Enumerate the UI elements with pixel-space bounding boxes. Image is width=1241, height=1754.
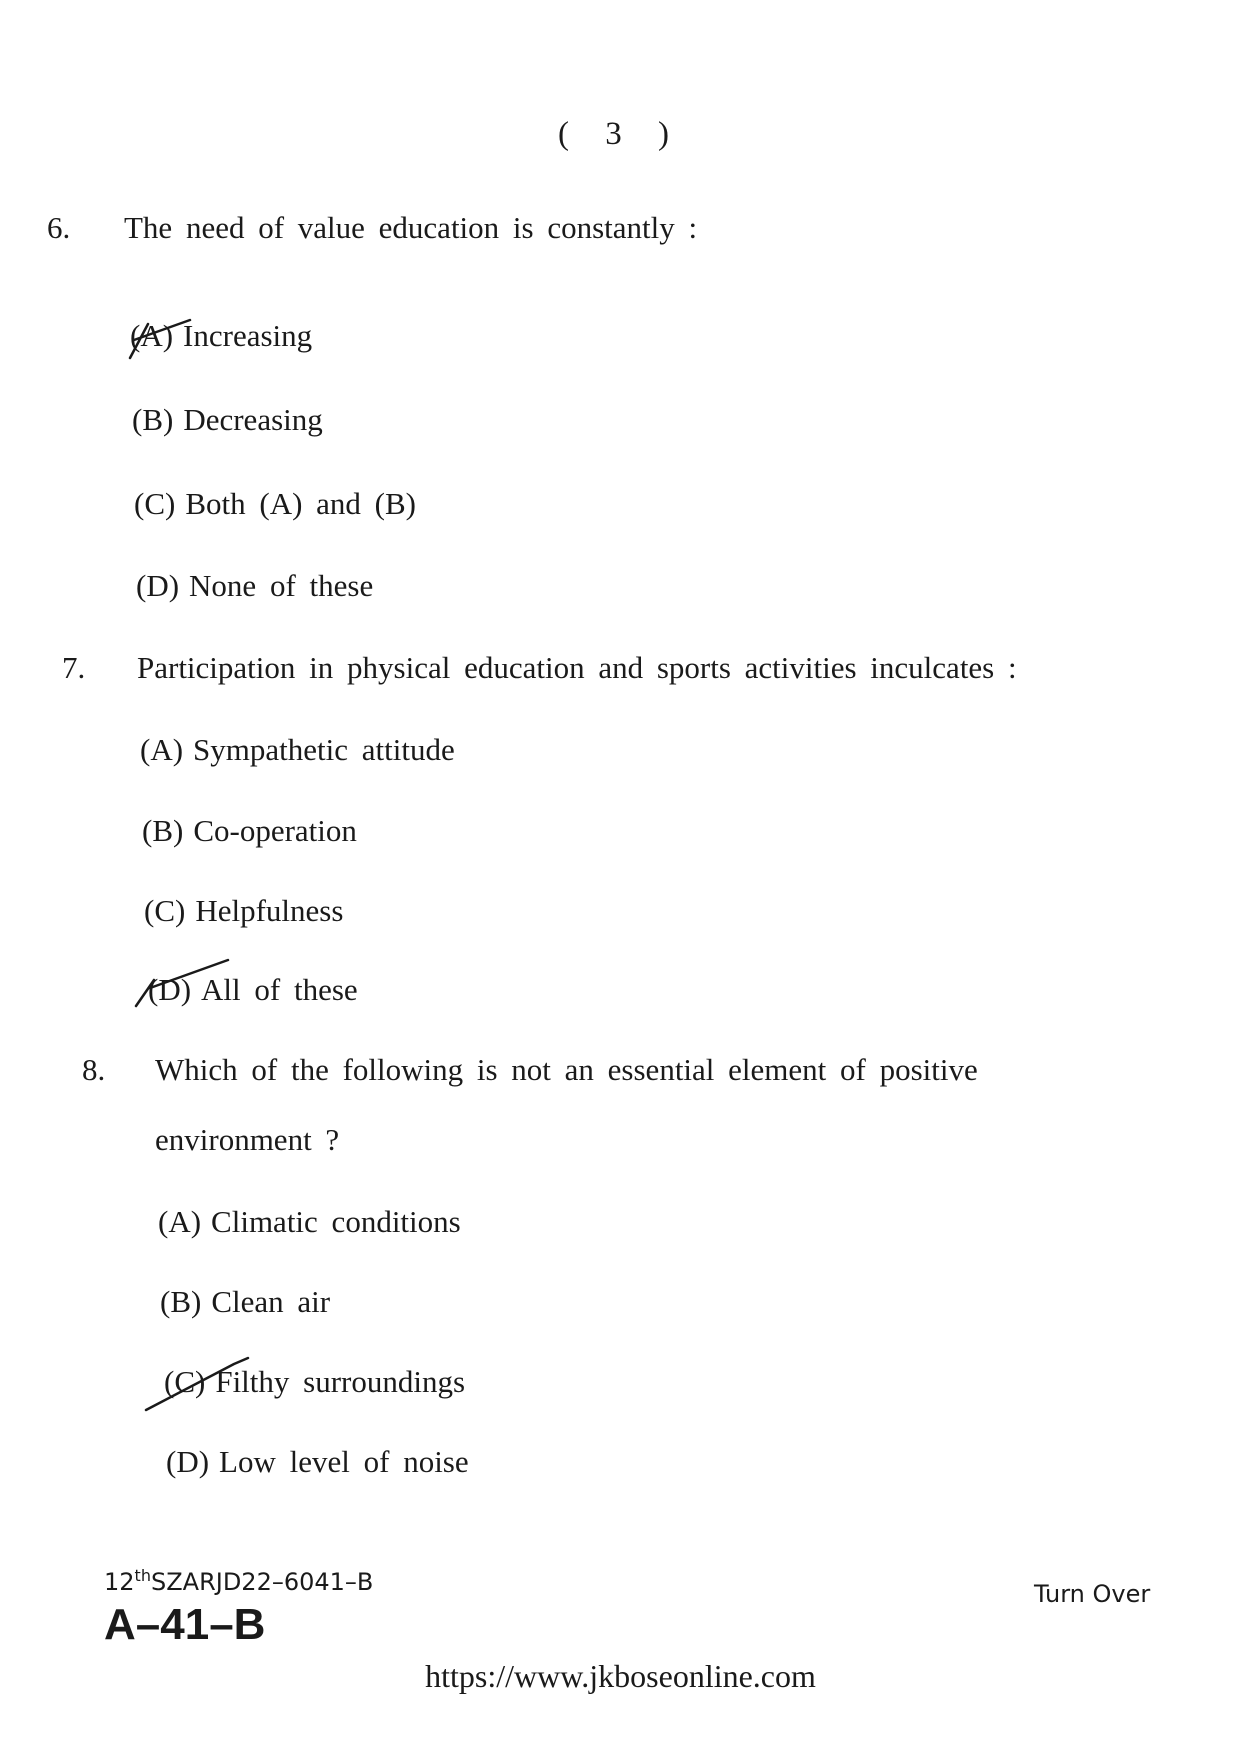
question-6-option-c (134, 486, 416, 522)
question-6-option-d (136, 568, 373, 604)
exam-code (104, 1566, 373, 1596)
question-7-option-b (142, 813, 357, 849)
option-text: Co-operation (193, 813, 357, 848)
option-label: (D) (136, 568, 180, 603)
option-text: Both (A) and (B) (185, 486, 416, 521)
option-text: Filthy surroundings (215, 1364, 466, 1399)
option-label: (C) (134, 486, 176, 521)
option-text: Low level of noise (219, 1444, 469, 1479)
option-label: (B) (142, 813, 184, 848)
exam-code-sup: th (134, 1566, 151, 1585)
question-8-option-b (160, 1284, 330, 1320)
option-label: (D) (148, 972, 192, 1007)
website-url: https://www.jkboseonline.com (425, 1658, 816, 1694)
option-label: (A) (158, 1204, 202, 1239)
question-7-option-c (144, 893, 343, 929)
option-label: (C) (164, 1364, 206, 1399)
option-label: (D) (166, 1444, 210, 1479)
option-text: Climatic conditions (211, 1204, 461, 1239)
option-text: Helpfulness (195, 893, 344, 928)
question-8-text-line2: environment ? (155, 1122, 340, 1157)
option-text: Decreasing (183, 402, 323, 437)
page-number: ( 3 ) (558, 116, 683, 152)
question-6-text: The need of value education is constantly : (124, 210, 698, 245)
option-text: Increasing (183, 318, 313, 353)
question-7-option-a (140, 732, 455, 768)
answer-tick-mark-icon (132, 958, 232, 1010)
answer-tick-mark-icon (124, 318, 194, 362)
option-text: Clean air (211, 1284, 331, 1319)
question-6-number: 6. (47, 210, 71, 245)
question-8-number: 8. (82, 1052, 106, 1087)
option-text: None of these (189, 568, 374, 603)
question-8-text-line1: Which of the following is not an essential element of positive (155, 1052, 978, 1087)
option-text: All of these (201, 972, 358, 1007)
question-7-number: 7. (62, 650, 86, 685)
turn-over-label: Turn Over (1034, 1580, 1151, 1608)
option-label: (B) (160, 1284, 202, 1319)
option-label: (C) (144, 893, 186, 928)
exam-code-prefix: 12 (104, 1568, 135, 1596)
exam-code-rest: SZARJD22–6041–B (150, 1568, 374, 1596)
question-7-text: Participation in physical education and sports activities inculcates : (137, 650, 1017, 685)
question-6-option-b (132, 402, 323, 438)
paper-code: A–41–B (104, 1600, 266, 1649)
question-8-option-a (158, 1204, 461, 1240)
option-label: (A) (130, 318, 174, 353)
option-label: (A) (140, 732, 184, 767)
answer-tick-mark-icon (142, 1356, 252, 1414)
option-label: (B) (132, 402, 174, 437)
question-8-option-d (166, 1444, 469, 1480)
option-text: Sympathetic attitude (193, 732, 455, 767)
